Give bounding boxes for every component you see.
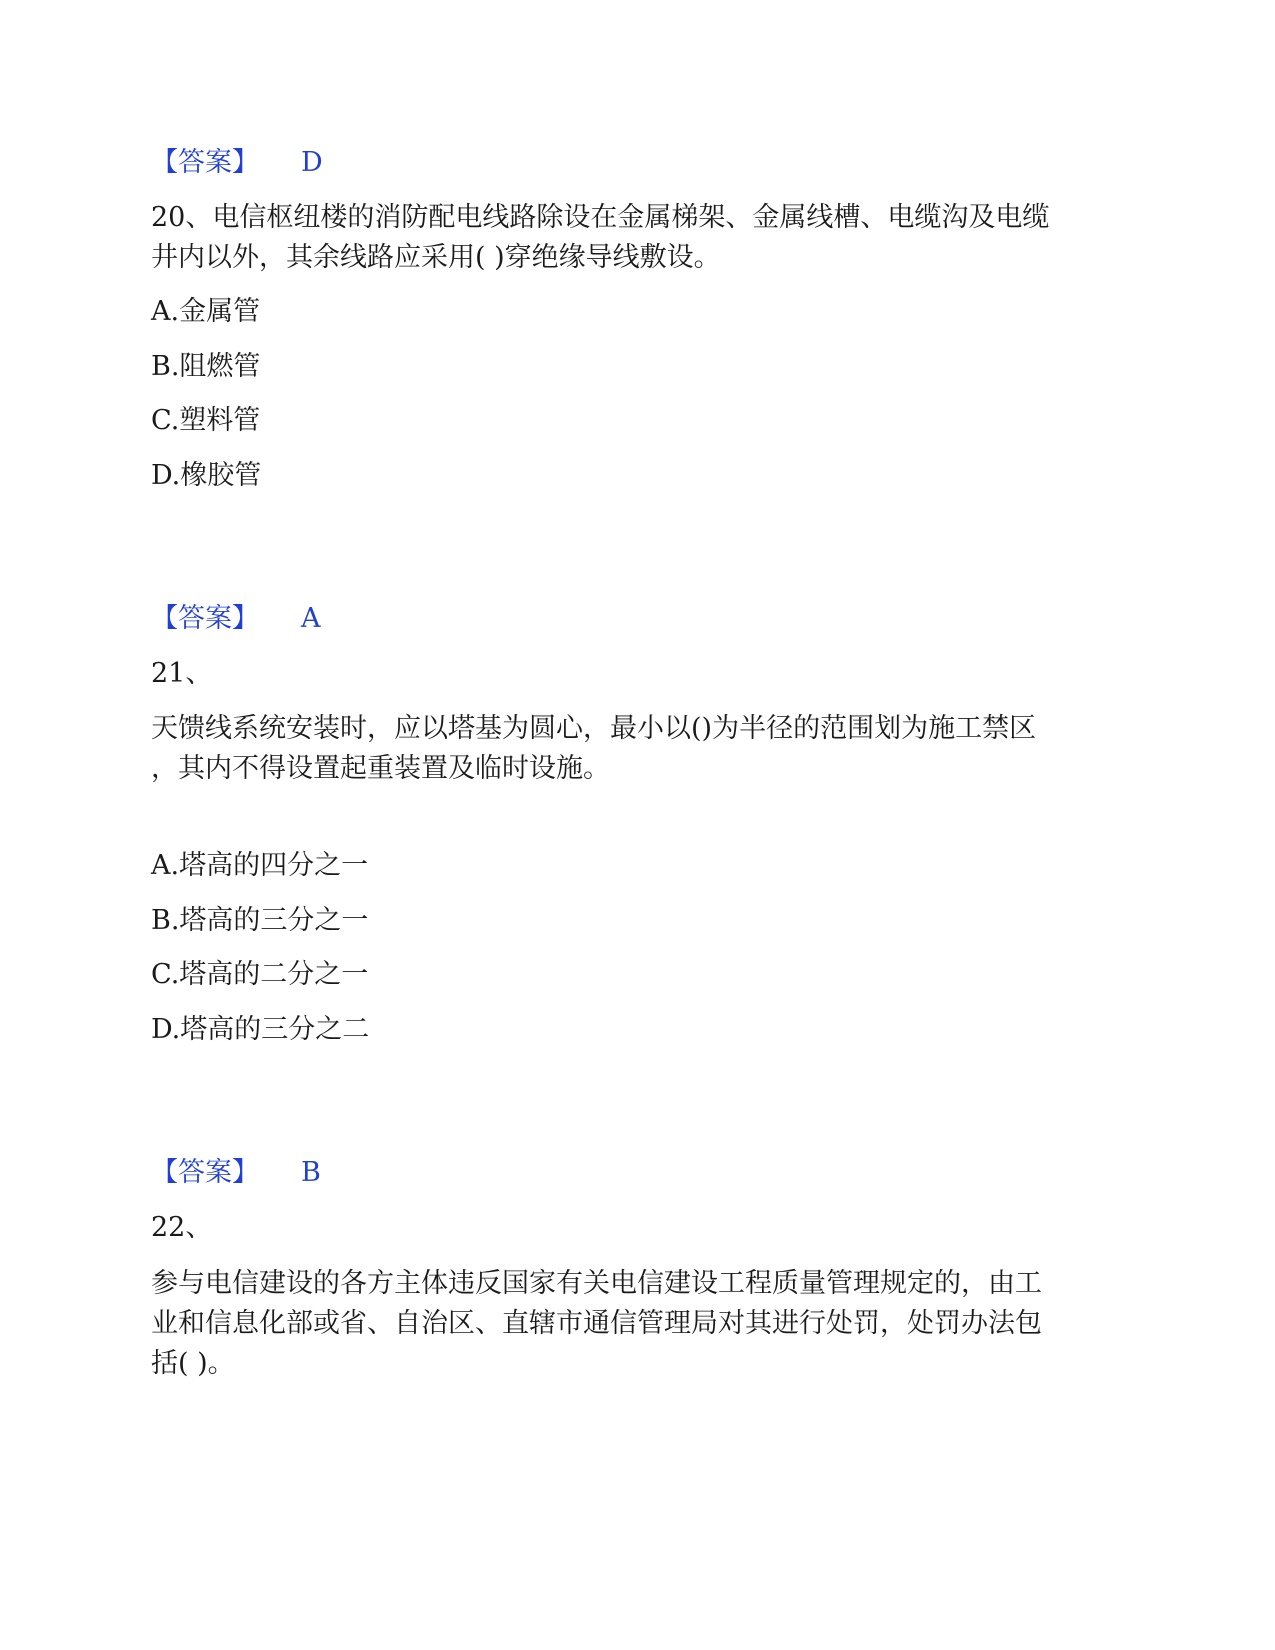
answer-value: D — [301, 147, 323, 178]
answer-label: 【答案】 — [151, 1157, 259, 1188]
option-item: B.塔高的三分之一 — [151, 905, 369, 936]
answer-value: B — [301, 1157, 321, 1188]
question-text-line: 业和信息化部或省、自治区、直辖市通信管理局对其进行处罚，处罚办法包 — [151, 1308, 1042, 1339]
question-number: 22、 — [151, 1212, 213, 1243]
option-item: A.塔高的四分之一 — [151, 850, 369, 881]
question-text-line: ，其内不得设置起重装置及临时设施。 — [151, 753, 610, 784]
option-item: D.塔高的三分之二 — [151, 1014, 370, 1045]
answer-line — [151, 1153, 321, 1193]
answer-value: A — [301, 603, 321, 634]
question-text-line: 井内以外，其余线路应采用( )穿绝缘导线敷设。 — [151, 242, 721, 273]
answer-label: 【答案】 — [151, 147, 259, 178]
question-text-line: 天馈线系统安装时，应以塔基为圆心，最小以()为半径的范围划为施工禁区 — [151, 713, 1037, 744]
question-text-line: 参与电信建设的各方主体违反国家有关电信建设工程质量管理规定的，由工 — [151, 1268, 1042, 1299]
option-item: C.塑料管 — [151, 405, 261, 436]
option-item: D.橡胶管 — [151, 460, 262, 491]
option-item: C.塔高的二分之一 — [151, 959, 369, 990]
option-item: B.阻燃管 — [151, 351, 261, 382]
question-text-line: 括( )。 — [151, 1348, 235, 1379]
answer-label: 【答案】 — [151, 603, 259, 634]
answer-line — [151, 599, 321, 639]
question-number: 21、 — [151, 658, 213, 689]
answer-line — [151, 143, 323, 183]
question-text-line: 20、电信枢纽楼的消防配电线路除设在金属梯架、金属线槽、电缆沟及电缆 — [151, 202, 1050, 233]
option-item: A.金属管 — [151, 296, 261, 327]
